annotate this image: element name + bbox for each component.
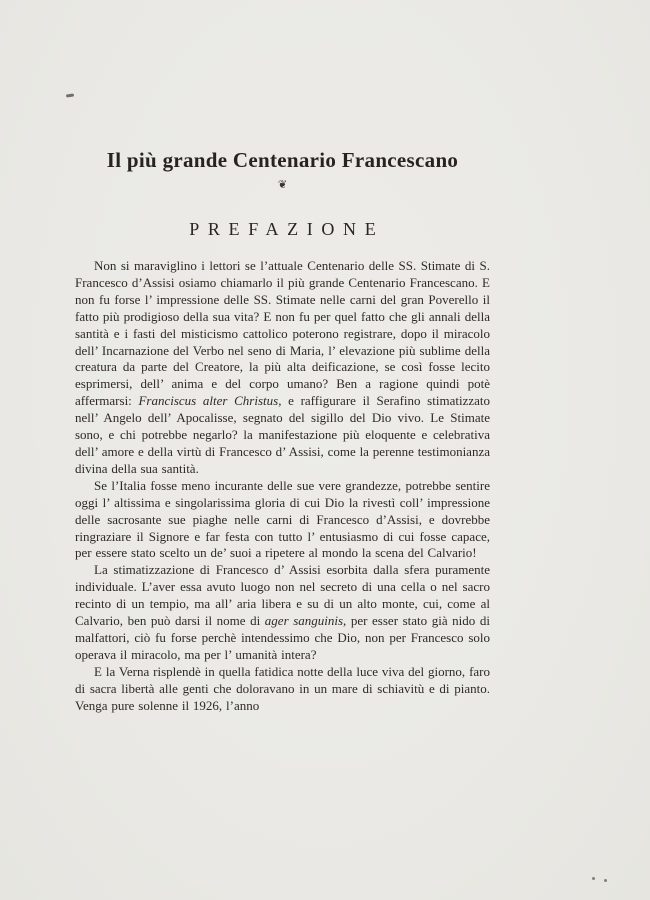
scan-speck-icon	[66, 93, 74, 97]
body-text	[75, 258, 490, 714]
paragraph-text: per esser stato già nido di malfattori, ciò fu forse perchè intendessimo che Dio, non per Francesco solo operava il miracolo, ma per l’ umanità intera?	[75, 613, 490, 662]
paragraph-text: E la Verna risplendè in quella fatidica notte della luce viva del giorno, faro di sacra libertà alle genti che doloravano in un mare di schiavitù e di pianto. Venga pure solenne il 1926, l’anno	[75, 663, 490, 713]
scan-dot-icon	[604, 879, 607, 882]
section-heading: PREFAZIONE	[189, 219, 385, 239]
latin-phrase: ager sanguinis,	[264, 613, 347, 629]
paragraph-4	[75, 664, 490, 715]
latin-phrase: Franciscus alter Christus,	[138, 393, 282, 409]
paragraph-2	[75, 478, 490, 563]
paragraph-text: Non si maraviglino i lettori se l’attuale Centenario delle SS. Stimate di S. Francesco d’Assisi osiamo chiamarlo il più grande Centenario Francescano. E non fu forse l’ impressione delle SS. Stimate nelle carni del gran Poverello il fatto più prodigioso della sua vita? E non fu per quel fatto che gli annali della santità e i fasti del misticismo cattolico poterono registrare, dopo il miracolo dell’ Incarnazione del Verbo nel seno di Maria, l’ elevazione più sublime della creatura da parte del Creatore, la più alta deificazione, se così fosse lecito esprimersi, dell’ anima e del corpo umano? Ben a ragione quindi potè affermarsi:	[75, 258, 490, 409]
paragraph-text: e raffigurare il Serafino stimatizzato nell’ Angelo dell’ Apocalisse, segnato del sigillo del Dio vivo. Le Stimate sono, e chi potrebbe negarlo? la manifestazione più eloquente e celebrativa dell’ amore e della virtù di Francesco d’ Assisi, come la perenne testimonianza divina della sua santità.	[75, 393, 490, 476]
paragraph-1	[75, 258, 490, 478]
page-title: Il più grande Centenario Francescano	[106, 148, 459, 172]
paragraph-3	[75, 562, 490, 663]
scan-dot-icon	[592, 877, 595, 880]
title-ornament-icon: ❦	[277, 179, 288, 191]
paragraph-text: La stimatizzazione di Francesco d’ Assisi esorbita dalla sfera puramente individuale. L’aver essa avuto luogo non nel secreto di una cella o nel sacro recinto di un tempio, ma all’ aria libera e su di un alto monte, cui, come al Calvario, ben può darsi il nome di	[75, 562, 490, 629]
paragraph-text: Se l’Italia fosse meno incurante delle sue vere grandezze, potrebbe sentire oggi l’ altissima e singolarissima gloria di cui Dio la rivestì coll’ impressione delle sacrosante sue piaghe nelle carni di Francesco d’Assisi, e dovrebbe ringraziare il Signore e far festa con tutto l’ entusiasmo di cui fosse capace, per essere stato scelto un de’ suoi a ripetere al mondo la scena del Calvario!	[75, 477, 490, 561]
